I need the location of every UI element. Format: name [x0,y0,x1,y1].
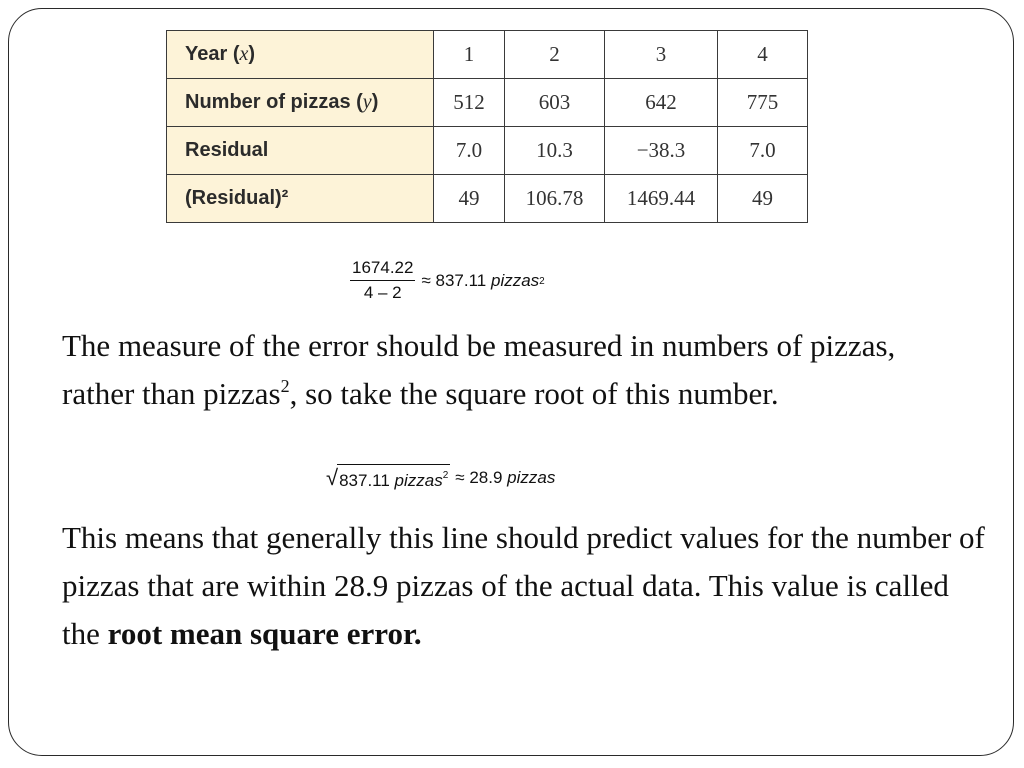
paragraph-text-a: The measure of the error should be measured in numbers of pizzas, rather than pizzas [62,328,896,411]
row-header-text: Year ( [185,43,240,65]
sqrt-unit: pizzas [507,468,556,487]
table-cell: 49 [434,175,505,223]
radicand-exponent: 2 [442,470,449,481]
table-row [167,31,808,79]
row-header [167,79,434,127]
row-header-variable: x [239,43,249,65]
table-cell: 106.78 [505,175,605,223]
table-cell: 1 [434,31,505,79]
unit-label: pizzas [490,271,540,290]
table-cell: 4 [718,31,808,79]
sqrt-approx: ≈ 28.9 [455,468,503,487]
table-row [167,79,808,127]
row-header-text: (Residual)² [185,187,289,209]
table-cell: 7.0 [434,127,505,175]
table-cell: 512 [434,79,505,127]
table-cell: 2 [505,31,605,79]
table-cell: 775 [718,79,808,127]
radicand-unit: pizzas [394,471,443,490]
sqrt-formula [326,464,555,492]
radicand [337,464,450,492]
table-cell: 3 [605,31,718,79]
row-header-close: ) [371,91,379,113]
row-header-text: Residual [185,139,269,161]
rmse-term: root mean square error. [107,616,422,651]
unit-exponent: 2 [539,275,545,287]
row-header [167,175,434,223]
row-header-close: ) [248,43,256,65]
table-cell: 603 [505,79,605,127]
variance-formula [350,258,545,304]
table-cell: 1469.44 [605,175,718,223]
table-row [167,127,808,175]
fraction-numerator: 1674.22 [350,258,415,281]
sqrt-icon: √ [326,465,339,490]
conclusion-paragraph [62,514,992,658]
table-cell: 642 [605,79,718,127]
row-header [167,31,434,79]
table-cell: 49 [718,175,808,223]
row-header-variable: y [362,91,372,113]
residuals-table [166,30,808,223]
table-cell: −38.3 [605,127,718,175]
conclusion-text: This means that generally this line should predict values for the number of pizzas that are within 28.9 pizzas of the actual data. This value is called the [62,520,985,651]
table-cell: 10.3 [505,127,605,175]
paragraph-superscript: 2 [280,376,290,396]
fraction-denominator: 4 – 2 [363,283,402,302]
table-cell: 7.0 [718,127,808,175]
row-header-text: Number of pizzas ( [185,91,363,113]
approx-value: ≈ 837.11 [421,271,487,290]
fraction [350,258,415,304]
paragraph-text-b: , so take the square root of this number. [289,376,779,411]
row-header [167,127,434,175]
table-row [167,175,808,223]
radicand-value: 837.11 [339,471,390,490]
explanation-paragraph [62,322,962,418]
